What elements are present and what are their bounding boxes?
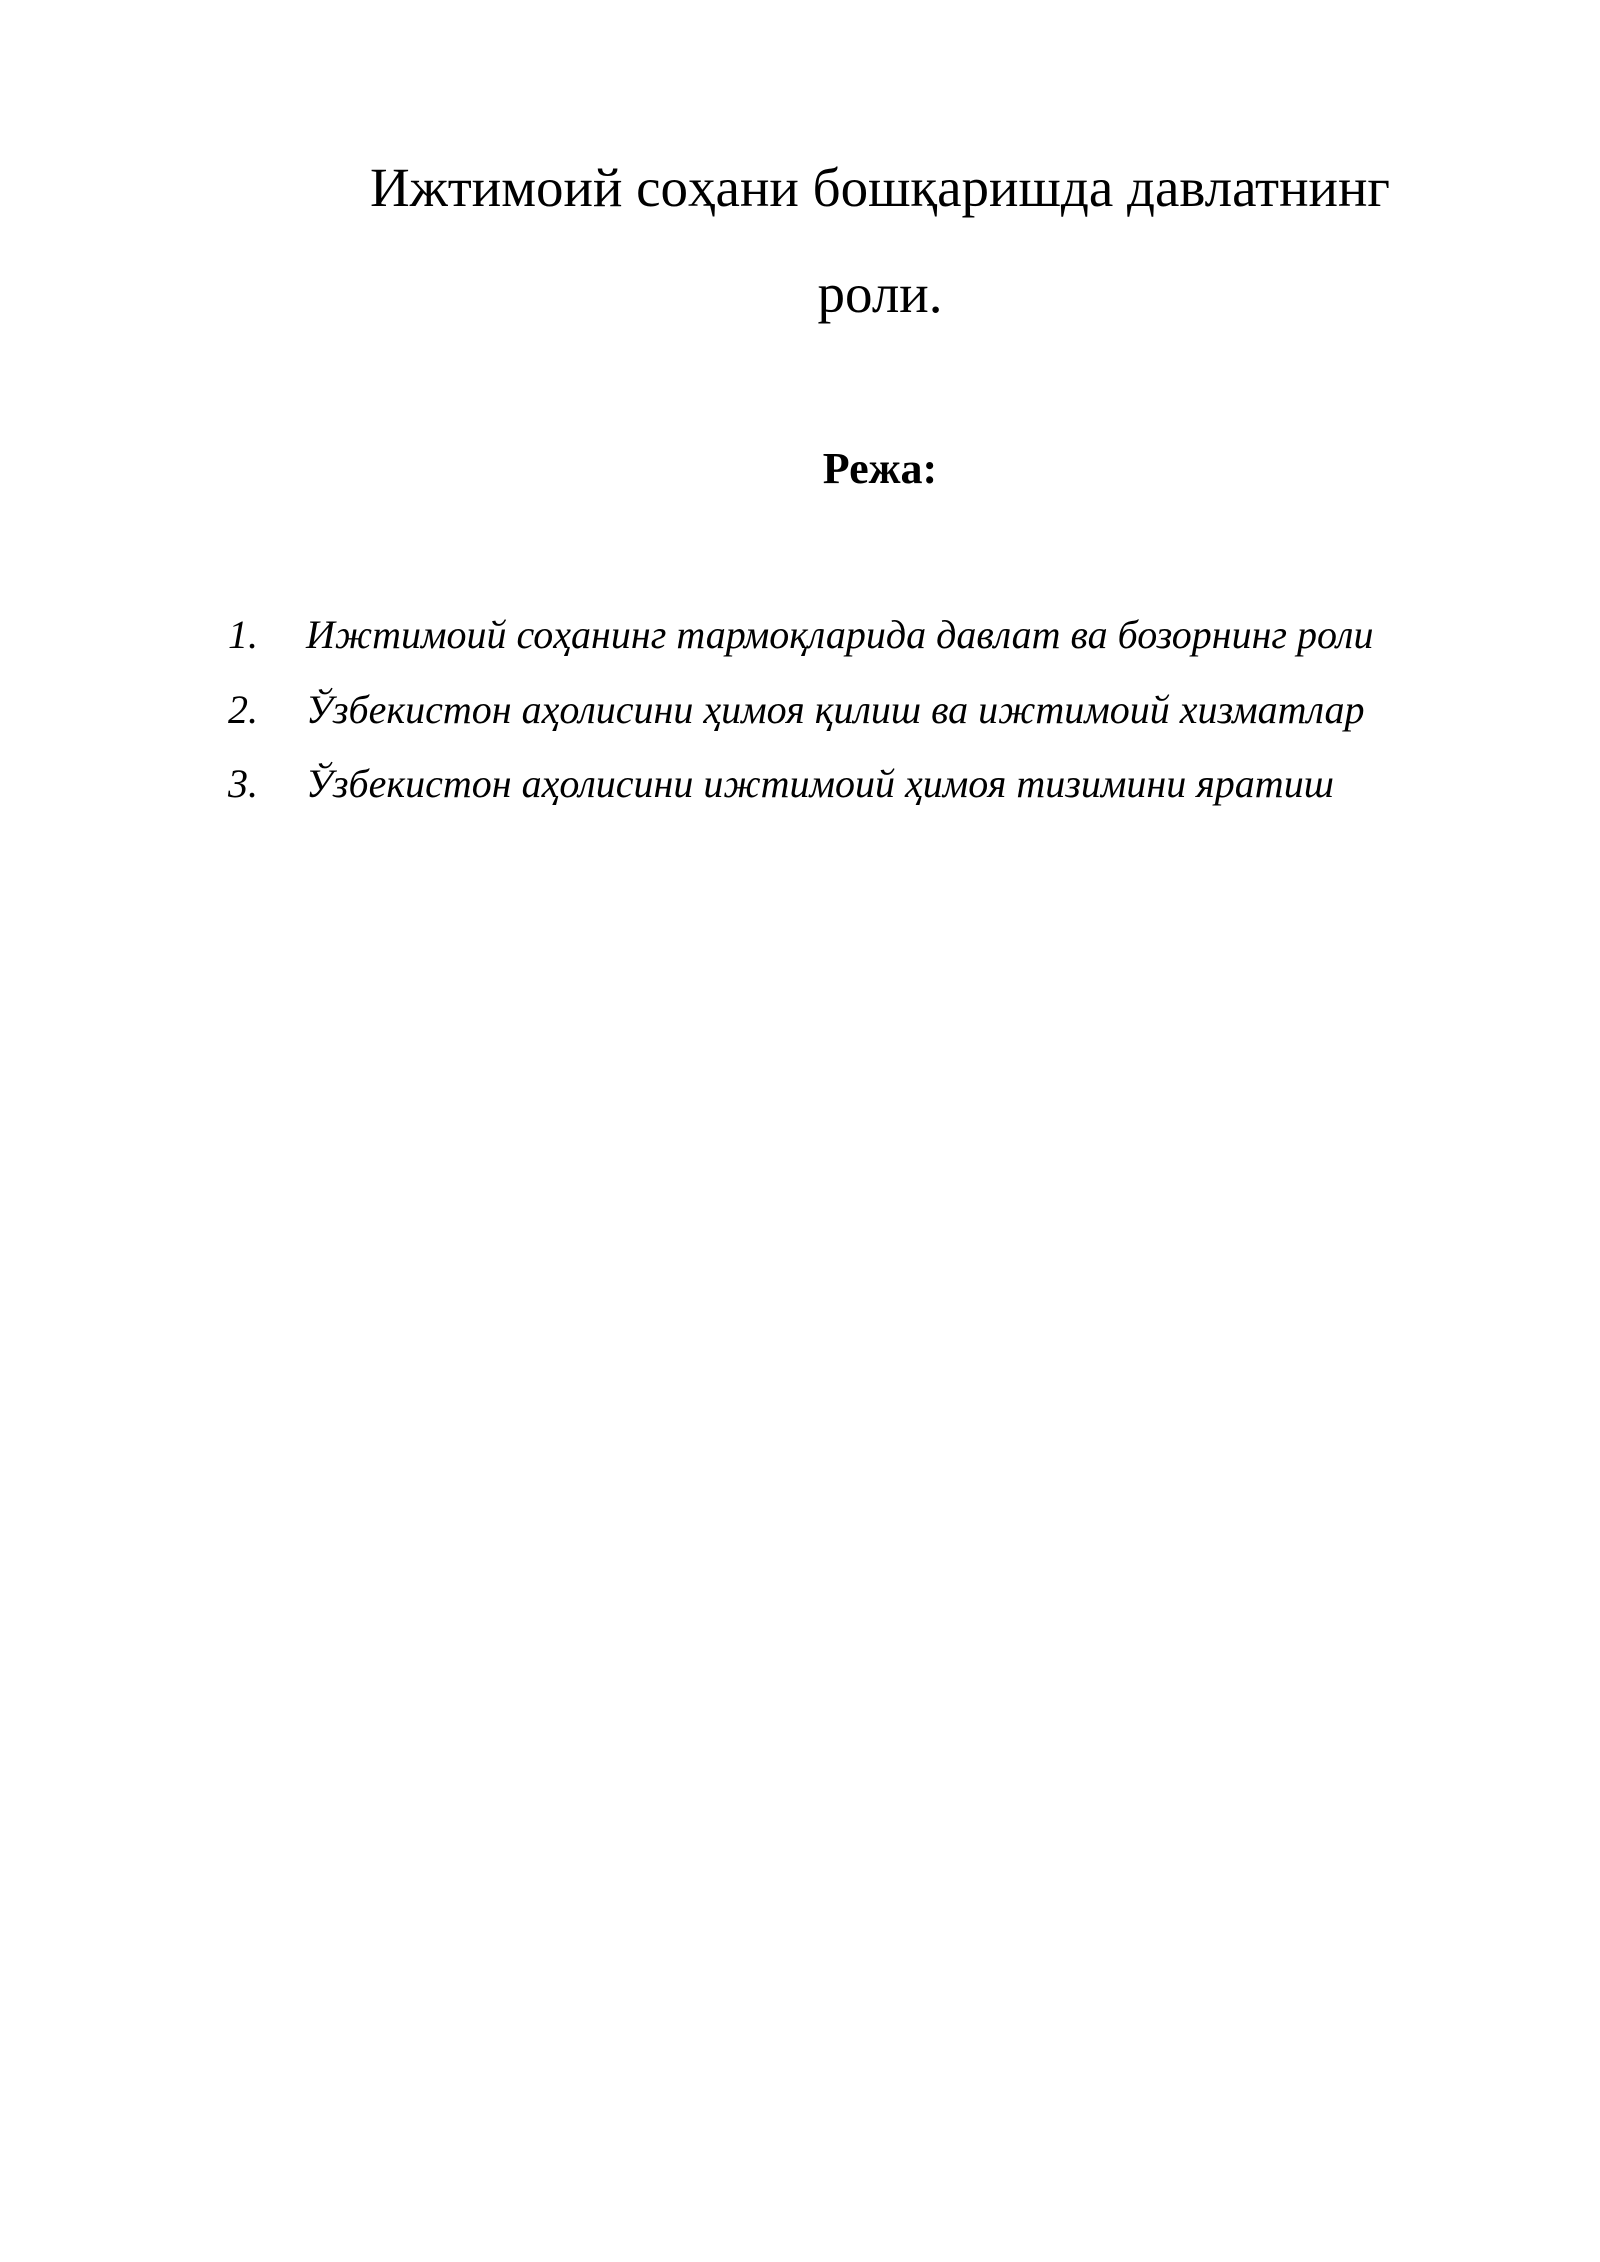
plan-item-number: 2. xyxy=(228,687,258,732)
plan-item xyxy=(0,685,1560,735)
document-title-line-1: Ижтимоий соҳани бошқаришда давлатнинг xyxy=(370,157,1390,218)
plan-item-text: Ижтимоий соҳанинг тармоқларида давлат ва бозорнинг роли xyxy=(306,612,1374,657)
plan-item xyxy=(0,759,1560,809)
plan-item-number: 3. xyxy=(228,761,258,806)
plan-item-text: Ўзбекистон аҳолисини ижтимоий ҳимоя тизимини яратиш xyxy=(306,761,1334,806)
plan-heading: Режа: xyxy=(822,444,938,493)
document-title-line-2: роли. xyxy=(817,263,943,324)
plan-item xyxy=(0,610,1560,660)
plan-item-number: 1. xyxy=(228,612,258,657)
plan-item-text: Ўзбекистон аҳолисини ҳимоя қилиш ва ижтимоий хизматлар xyxy=(306,687,1365,732)
